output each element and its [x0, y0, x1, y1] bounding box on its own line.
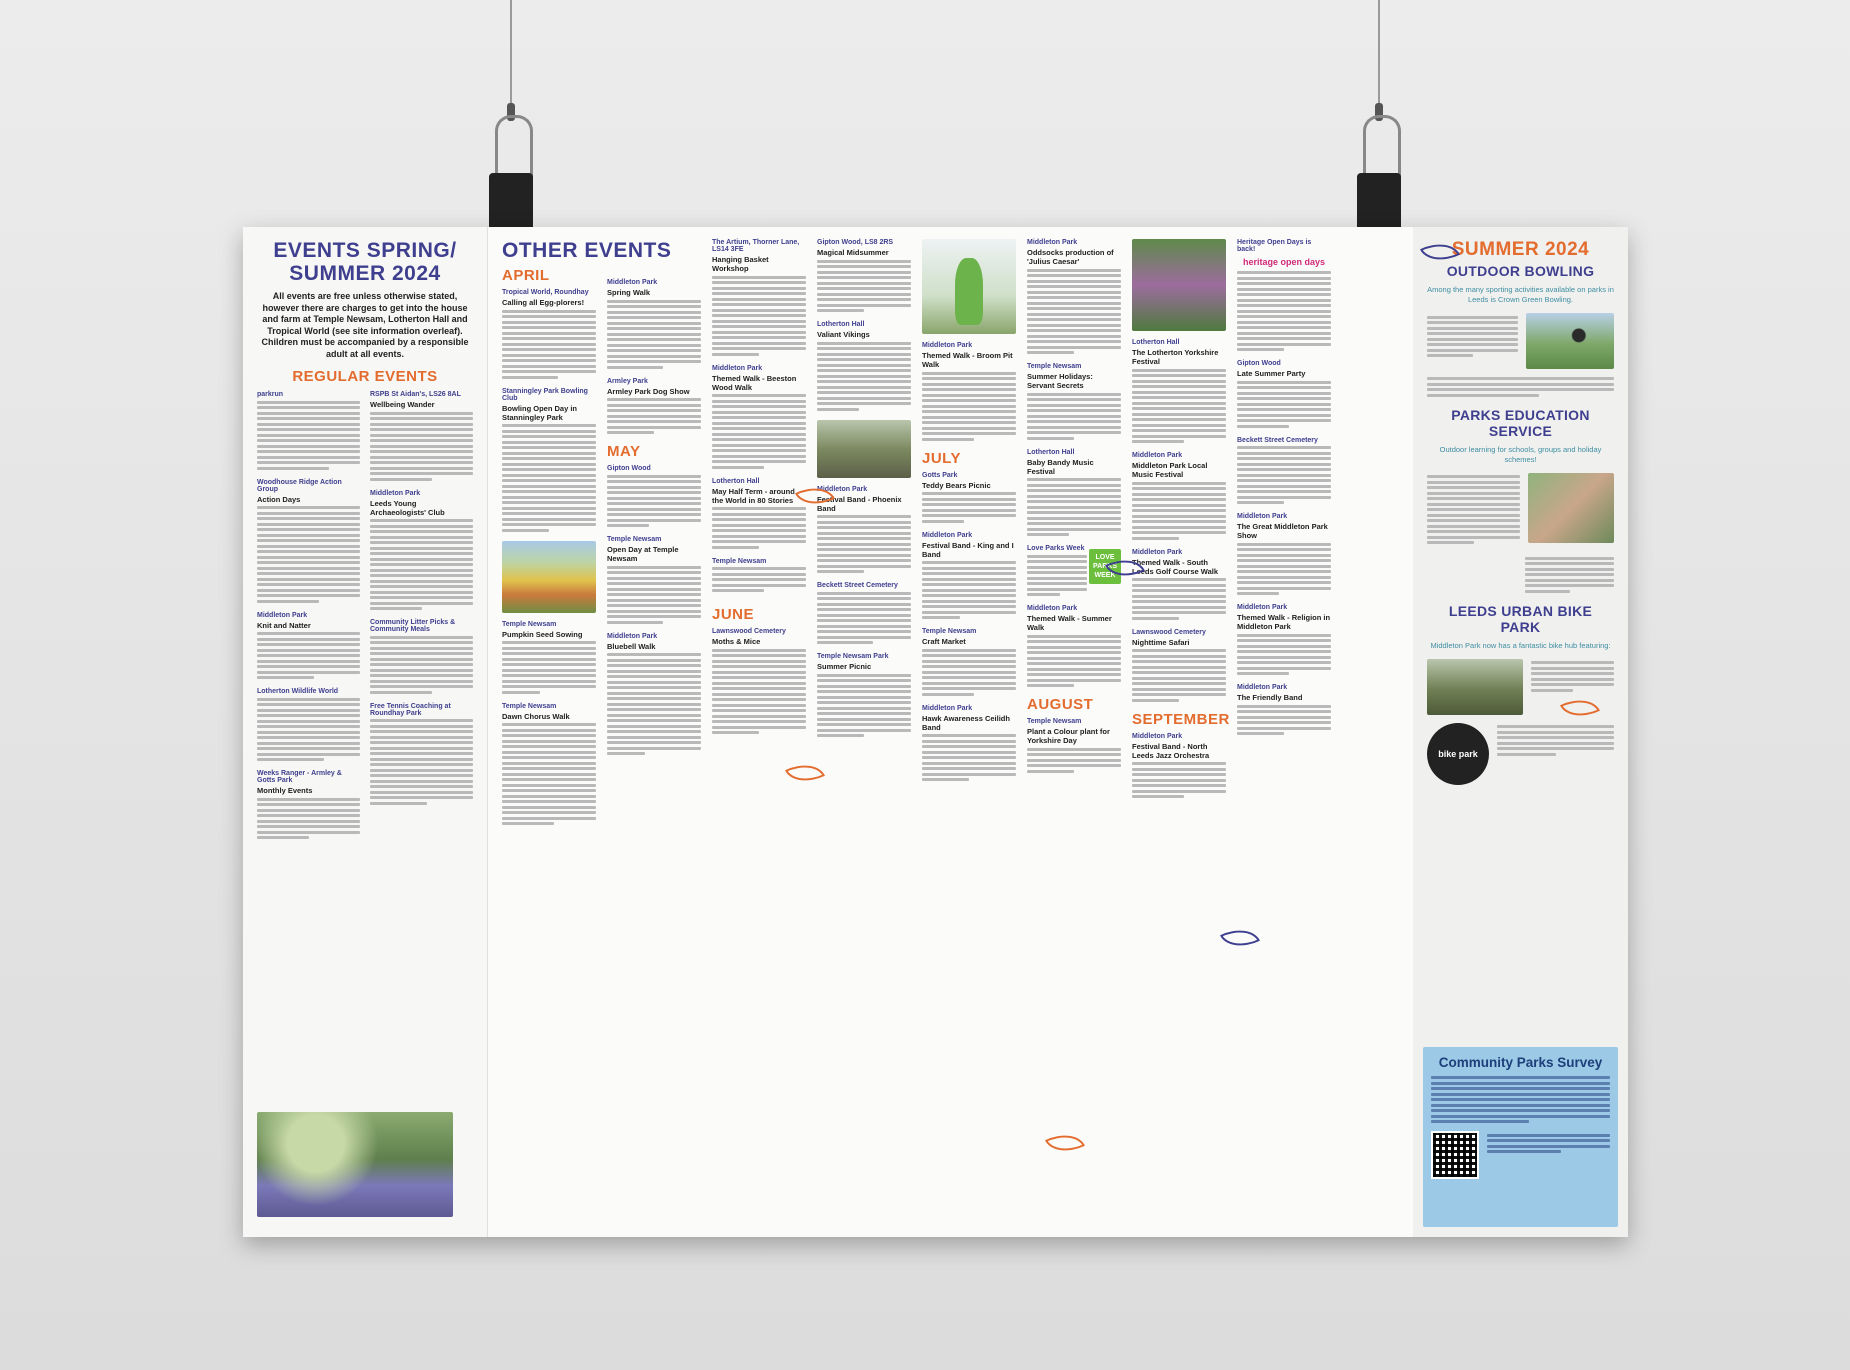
- event-entry: [1237, 684, 1331, 735]
- event-venue: Middleton Park: [1237, 513, 1288, 520]
- event-entry: [1027, 605, 1121, 687]
- event-name: Monthly Events: [257, 786, 313, 795]
- event-entry: [370, 619, 473, 694]
- event-venue: RSPB St Aidan's, LS26 8AL: [370, 391, 461, 398]
- event-name: Baby Bandy Music Festival: [1027, 457, 1094, 476]
- event-venue: Middleton Park: [922, 342, 973, 349]
- event-name: Spring Walk: [607, 288, 651, 297]
- event-name: The Great Middleton Park Show: [1237, 522, 1328, 540]
- event-name: Oddsocks production of 'Julius Caesar': [1027, 248, 1114, 266]
- event-venue: Gipton Wood: [1237, 360, 1281, 367]
- event-venue: Weeks Ranger - Armley & Gotts Park: [257, 770, 342, 784]
- event-name: Themed Walk - Summer Walk: [1027, 614, 1112, 632]
- event-entry: [1132, 629, 1226, 702]
- event-venue: Gipton Wood: [607, 465, 651, 472]
- event-name: Moths & Mice: [712, 637, 761, 646]
- other-events-col-5: [922, 239, 1016, 1225]
- event-venue: Middleton Park: [370, 489, 421, 497]
- event-name: Armley Park Dog Show: [607, 386, 690, 396]
- event-name: Plant a Colour plant for Yorkshire Day: [1027, 727, 1110, 745]
- event-entry: [257, 479, 360, 603]
- event-venue: Stanningley Park Bowling Club: [502, 387, 588, 402]
- event-entry: [257, 770, 360, 839]
- event-venue: The Artium, Thorner Lane, LS14 3FE: [712, 239, 800, 253]
- event-entry: [922, 532, 1016, 620]
- event-venue: Beckett Street Cemetery: [1237, 436, 1318, 444]
- event-venue: Temple Newsam: [712, 557, 767, 565]
- event-name: Summer Picnic: [817, 662, 872, 671]
- heritage-open-days-logo: heritage open days: [1242, 257, 1326, 267]
- event-venue: Community Litter Picks & Community Meals: [370, 619, 456, 633]
- event-entry: [502, 289, 596, 379]
- event-entry: [1237, 604, 1331, 675]
- event-venue: Middleton Park: [607, 279, 658, 286]
- event-venue: Middleton Park: [1027, 239, 1078, 246]
- event-name: Festival Band - North Leeds Jazz Orchestra: [1132, 741, 1210, 760]
- event-name: Knit and Natter: [257, 620, 311, 630]
- other-events-col-6: [1027, 239, 1121, 1225]
- event-name: Craft Market: [922, 637, 966, 646]
- event-entry: [712, 478, 806, 549]
- month-july: JULY: [922, 449, 961, 467]
- event-entry: [502, 621, 596, 694]
- event-entry: [607, 279, 701, 369]
- event-entry: [1132, 733, 1226, 799]
- event-name: Magical Midsummer: [817, 248, 889, 257]
- month-may: MAY: [607, 443, 641, 460]
- event-entry: [607, 465, 701, 527]
- event-entry: [817, 582, 911, 644]
- other-events-col-2: [607, 239, 701, 1225]
- event-name: Summer Holidays: Servant Secrets: [1027, 372, 1093, 390]
- bike-park-logo: bike park: [1427, 723, 1489, 785]
- month-august: AUGUST: [1027, 696, 1094, 713]
- event-name: The Lotherton Yorkshire Festival: [1132, 348, 1219, 366]
- event-venue: Middleton Park: [817, 485, 868, 493]
- event-name: Nighttime Safari: [1132, 637, 1190, 647]
- other-events-col-7: [1132, 239, 1230, 1225]
- event-venue: Gotts Park: [922, 471, 958, 479]
- event-venue: Middleton Park: [1132, 548, 1183, 556]
- garden-photo: [1132, 239, 1226, 331]
- event-venue: Middleton Park: [1132, 452, 1183, 459]
- event-venue: Middleton Park: [1237, 684, 1288, 691]
- event-name: Action Days: [257, 494, 301, 504]
- event-entry: [257, 612, 360, 680]
- other-events-panel: [488, 227, 1413, 1237]
- dinosaur-costume-photo: [922, 239, 1016, 334]
- event-entry: [370, 703, 473, 805]
- event-entry: [502, 703, 596, 826]
- event-venue: Lotherton Hall: [817, 321, 865, 328]
- event-venue: Free Tennis Coaching at Roundhay Park: [370, 702, 451, 717]
- event-venue: Lawnswood Cemetery: [1132, 628, 1206, 636]
- parks-education-heading: PARKS EDUCATION SERVICE: [1451, 406, 1590, 439]
- event-name: Hanging Basket Workshop: [712, 255, 769, 273]
- event-name: Themed Walk - Beeston Wood Walk: [712, 373, 797, 392]
- event-entry: [1237, 437, 1331, 505]
- regular-events-heading: REGULAR EVENTS: [292, 368, 438, 385]
- event-venue: Lotherton Hall: [1027, 448, 1075, 456]
- wildflower-meadow-photo: [502, 541, 596, 613]
- event-name: Themed Walk - Broom Pit Walk: [922, 351, 1013, 369]
- event-venue: Temple Newsam Park: [817, 653, 889, 660]
- community-parks-survey-box: [1423, 1047, 1618, 1227]
- event-venue: Lotherton Hall: [1132, 339, 1180, 346]
- vikings-photo: [817, 420, 911, 478]
- children-learning-photo: [1528, 473, 1614, 543]
- event-venue: Middleton Park: [607, 632, 658, 640]
- event-entry: [607, 378, 701, 435]
- community-parks-survey-title: Community Parks Survey: [1438, 1055, 1603, 1070]
- event-entry: [1237, 513, 1331, 595]
- event-name: Wellbeing Wander: [370, 400, 435, 409]
- event-name: Dawn Chorus Walk: [502, 711, 570, 721]
- event-entry: [1132, 549, 1226, 620]
- event-name: Themed Walk - Religion in Middleton Park: [1237, 613, 1331, 631]
- event-entry: [1027, 363, 1121, 440]
- event-entry: [1237, 360, 1331, 428]
- event-name: Bowling Open Day in Stanningley Park: [502, 403, 578, 422]
- right-panel: [1413, 227, 1628, 1237]
- regular-events-col-a: [257, 391, 360, 848]
- bike-park-photo: [1427, 659, 1523, 715]
- event-entry: [817, 653, 911, 737]
- parks-education-intro: Outdoor learning for schools, groups and holiday schemes!: [1439, 444, 1602, 464]
- event-venue: Lawnswood Cemetery: [712, 628, 786, 635]
- left-panel: [243, 227, 488, 1237]
- event-entry: [817, 321, 911, 411]
- month-april: APRIL: [502, 267, 550, 284]
- event-entry: [607, 633, 701, 756]
- event-venue: Middleton Park: [1132, 732, 1183, 740]
- event-entry: [712, 365, 806, 469]
- event-name: Festival Band - King and I Band: [922, 540, 1014, 559]
- event-entry: [712, 239, 806, 356]
- event-venue: Woodhouse Ridge Action Group: [257, 478, 342, 493]
- event-venue: Gipton Wood, LS8 2RS: [817, 239, 894, 246]
- event-name: Valiant Vikings: [817, 330, 870, 339]
- hanging-wire-right: [1378, 0, 1380, 120]
- event-venue: Middleton Park: [712, 364, 763, 372]
- event-entry: [922, 472, 1016, 523]
- other-events-col-8: [1237, 239, 1331, 1225]
- events-poster: [243, 227, 1628, 1237]
- event-name: Calling all Egg-plorers!: [502, 298, 585, 307]
- event-venue: Temple Newsam: [502, 702, 557, 710]
- event-entry: [922, 705, 1016, 782]
- event-name: Themed Walk - South Leeds Golf Course Walk: [1132, 557, 1218, 576]
- event-entry: [817, 239, 911, 312]
- event-venue: Middleton Park: [1027, 605, 1078, 612]
- event-name: Bluebell Walk: [607, 641, 656, 651]
- event-venue: Heritage Open Days is back!: [1237, 239, 1312, 253]
- regular-events-col-b: [370, 391, 473, 848]
- event-name: Leeds Young Archaeologists' Club: [370, 498, 445, 517]
- event-name: May Half Term - around the World in 80 Stories: [712, 486, 795, 505]
- event-venue: parkrun: [257, 391, 284, 398]
- event-name: Teddy Bears Picnic: [922, 480, 991, 490]
- event-entry: [1027, 545, 1121, 596]
- event-venue: Love Parks Week: [1027, 545, 1085, 552]
- event-name: Middleton Park Local Music Festival: [1132, 461, 1208, 479]
- event-venue: Lotherton Hall: [712, 477, 760, 485]
- event-venue: Temple Newsam: [502, 620, 557, 628]
- event-entry: [1027, 239, 1121, 354]
- event-venue: Middleton Park: [1237, 604, 1288, 611]
- event-entry: [1237, 239, 1331, 351]
- event-venue: Middleton Park: [922, 704, 973, 712]
- event-entry: [1027, 449, 1121, 537]
- event-venue: Temple Newsam: [922, 628, 977, 635]
- outdoor-bowling-heading: OUTDOOR BOWLING: [1446, 263, 1595, 279]
- event-name: The Friendly Band: [1237, 693, 1303, 702]
- event-name: Hawk Awareness Ceilidh Band: [922, 713, 1010, 732]
- event-venue: Temple Newsam: [1027, 718, 1082, 725]
- month-june: JUNE: [712, 606, 755, 623]
- bowling-green-photo: [1526, 313, 1614, 369]
- event-venue: Lotherton Wildlife World: [257, 688, 339, 695]
- other-events-col-4: [817, 239, 911, 1225]
- bike-park-intro: Middleton Park now has a fantastic bike hub featuring:: [1430, 640, 1611, 650]
- bluebell-woods-photo: [257, 1112, 453, 1217]
- event-entry: [1027, 718, 1121, 773]
- hanging-wire-left: [510, 0, 512, 120]
- leeds-urban-bike-park-heading: LEEDS URBAN BIKE PARK: [1448, 602, 1593, 635]
- month-september: SEPTEMBER: [1132, 710, 1230, 728]
- event-name: Open Day at Temple Newsam: [607, 545, 679, 563]
- love-parks-week-logo: LOVE PARKS WEEK: [1089, 549, 1121, 584]
- event-entry: [502, 388, 596, 532]
- outdoor-bowling-intro: Among the many sporting activities available on parks in Leeds is Crown Green Bowling.: [1427, 285, 1614, 304]
- event-name: Festival Band - Phoenix Band: [817, 494, 902, 513]
- event-entry: [1132, 339, 1226, 443]
- event-entry: [712, 628, 806, 734]
- event-venue: Middleton Park: [922, 531, 973, 539]
- event-entry: [257, 688, 360, 761]
- summer-title: SUMMER 2024: [1451, 239, 1590, 260]
- event-entry: [257, 391, 360, 470]
- event-entry: [922, 342, 1016, 441]
- survey-qr-code[interactable]: [1431, 1131, 1479, 1179]
- event-entry: [607, 536, 701, 624]
- event-name: Late Summer Party: [1237, 369, 1306, 378]
- events-intro: All events are free unless otherwise stated, however there are charges to get into the house and farm at Temple Newsam, Lotherton Hall and Tropical World (see site information overleaf). Children must be accompanied by a responsible adult at all events.: [261, 291, 469, 359]
- event-entry: [370, 391, 473, 481]
- event-venue: Temple Newsam: [1027, 363, 1082, 370]
- event-venue: Temple Newsam: [607, 536, 662, 543]
- event-venue: Middleton Park: [257, 611, 308, 619]
- events-title: EVENTS SPRING/ SUMMER 2024: [273, 239, 457, 285]
- event-venue: Beckett Street Cemetery: [817, 582, 898, 589]
- other-events-title: OTHER EVENTS: [502, 239, 672, 262]
- event-name: Pumpkin Seed Sowing: [502, 629, 583, 639]
- event-entry: [922, 628, 1016, 696]
- event-venue: Armley Park: [607, 377, 648, 385]
- event-entry: [1132, 452, 1226, 540]
- event-entry: [712, 558, 806, 593]
- event-entry: [370, 490, 473, 611]
- other-events-col-3: [712, 239, 806, 1225]
- event-venue: Tropical World, Roundhay: [502, 289, 589, 296]
